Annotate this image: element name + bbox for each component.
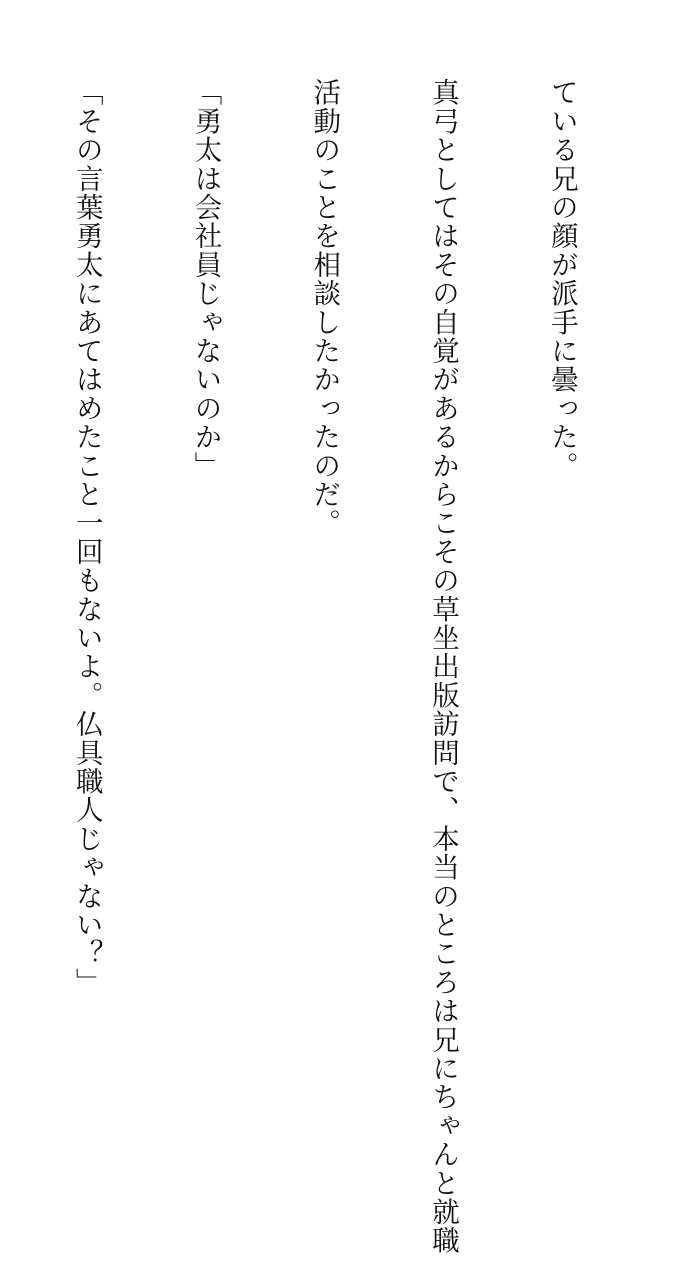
text-line-1: ている兄の顔が派手に曇った。 [545,78,578,480]
text-line-3: 活動のことを相談したかったのだ。 [308,78,341,538]
vertical-text-body [0,78,660,1255]
text-line-5: 「その言葉勇太にあてはめたこと一回もないよ。仏具職人じゃない？」 [70,78,103,997]
text-line-4: 「勇太は会社員じゃないのか」 [189,78,222,480]
text-line-2: 真弓としてはその自覚があるからこその草坐出版訪問で、本当のところは兄にちゃんと就職 [427,78,460,1255]
